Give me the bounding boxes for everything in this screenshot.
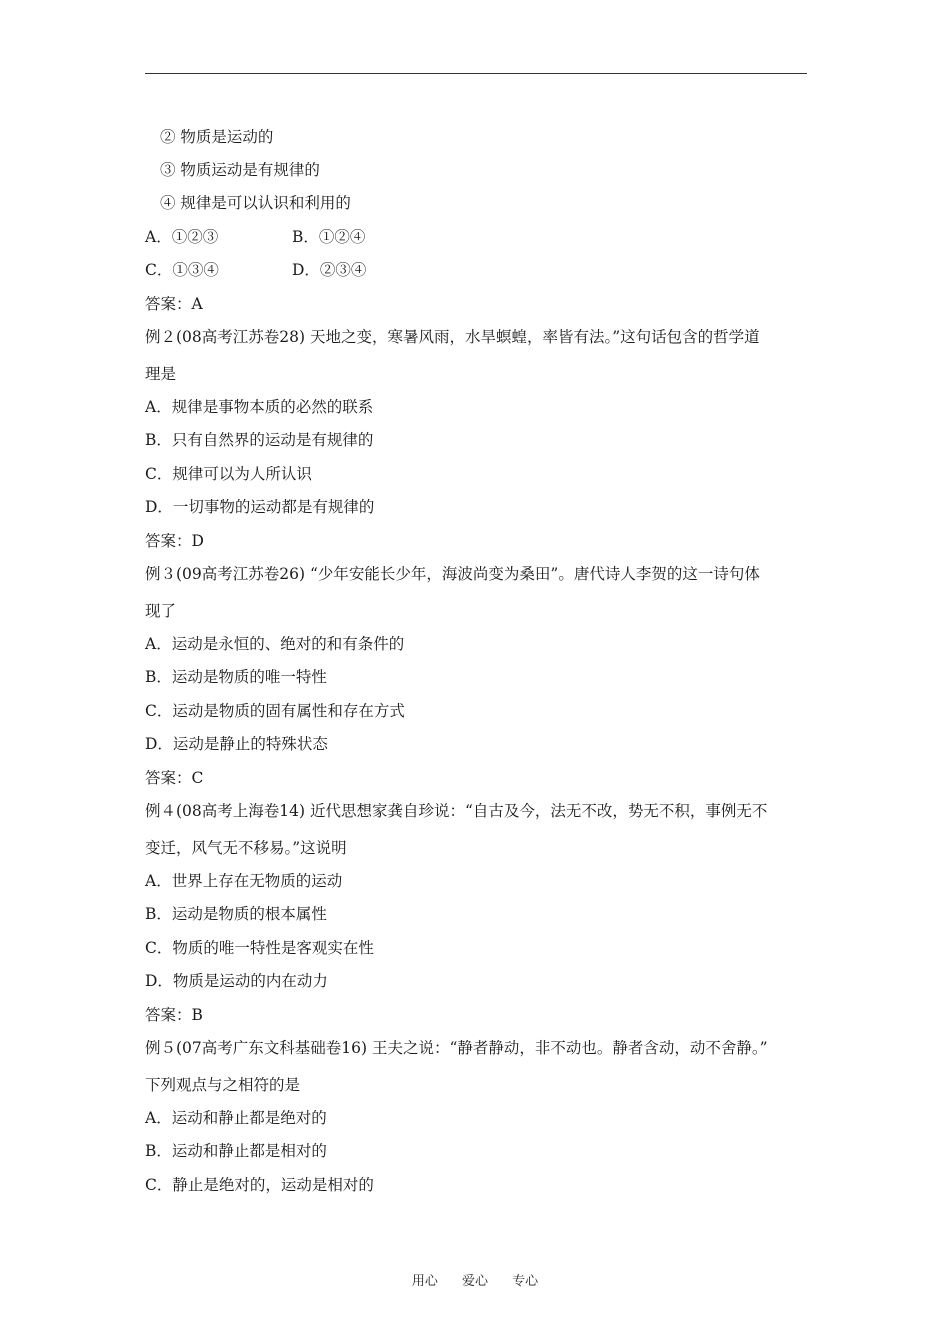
q5-option-c: C．静止是绝对的，运动是相对的 (145, 1176, 374, 1194)
q4-option-a: A．世界上存在无物质的运动 (145, 872, 343, 890)
q1-option-d: D．②③④ (292, 261, 367, 279)
q1-item-3: ③ 物质运动是有规律的 (160, 161, 320, 179)
q3-option-d: D．运动是静止的特殊状态 (145, 735, 328, 753)
footer-text-1: 用心 (411, 1274, 438, 1289)
q2-answer: 答案：D (145, 532, 204, 550)
q5-stem-line1: 例５(07高考广东文科基础卷16) 王夫之说：“静者静动，非不动也。静者含动，动不舍静。” (145, 1039, 768, 1057)
q1-option-a: A．①②③ (145, 228, 219, 246)
q5-option-b: B．运动和静止都是相对的 (145, 1142, 327, 1160)
q3-option-a: A．运动是永恒的、绝对的和有条件的 (145, 635, 405, 653)
q4-stem-line1: 例４(08高考上海卷14) 近代思想家龚自珍说：“自古及今，法无不改，势无不积，事例无不 (145, 802, 768, 820)
q5-stem-line2: 下列观点与之相符的是 (145, 1076, 301, 1094)
q4-option-d: D．物质是运动的内在动力 (145, 972, 328, 990)
header-rule (145, 73, 807, 74)
q1-option-c: C．①③④ (145, 261, 219, 279)
q1-answer: 答案：A (145, 295, 203, 313)
footer-text-2: 爱心 (461, 1274, 488, 1289)
q5-option-a: A．运动和静止都是绝对的 (145, 1109, 327, 1127)
q4-option-c: C．物质的唯一特性是客观实在性 (145, 939, 374, 957)
q1-item-4: ④ 规律是可以认识和利用的 (160, 194, 351, 212)
q3-option-c: C．运动是物质的固有属性和存在方式 (145, 702, 405, 720)
footer-text-3: 专心 (512, 1274, 539, 1289)
q3-stem-line1: 例３(09高考江苏卷26) “少年安能长少年，海波尚变为桑田”。唐代诗人李贺的这一诗句体 (145, 565, 760, 583)
page-footer (0, 1270, 950, 1289)
q3-option-b: B．运动是物质的唯一特性 (145, 668, 327, 686)
q2-option-c: C．规律可以为人所认识 (145, 465, 312, 483)
q4-answer: 答案：B (145, 1006, 203, 1024)
q4-option-b: B．运动是物质的根本属性 (145, 905, 327, 923)
q3-answer: 答案：C (145, 769, 204, 787)
q4-stem-line2: 变迁，风气无不移易。”这说明 (145, 839, 347, 857)
q2-stem-line1: 例２(08高考江苏卷28) 天地之变，寒暑风雨，水旱螟蝗，率皆有法。”这句话包含的哲学道 (145, 328, 760, 346)
q1-option-b: B．①②④ (292, 228, 366, 246)
q2-option-a: A．规律是事物本质的必然的联系 (145, 398, 374, 416)
q2-option-d: D．一切事物的运动都是有规律的 (145, 498, 375, 516)
q1-item-2: ② 物质是运动的 (160, 128, 274, 146)
q2-stem-line2: 理是 (145, 365, 177, 383)
q2-option-b: B．只有自然界的运动是有规律的 (145, 431, 374, 449)
q3-stem-line2: 现了 (145, 602, 177, 620)
